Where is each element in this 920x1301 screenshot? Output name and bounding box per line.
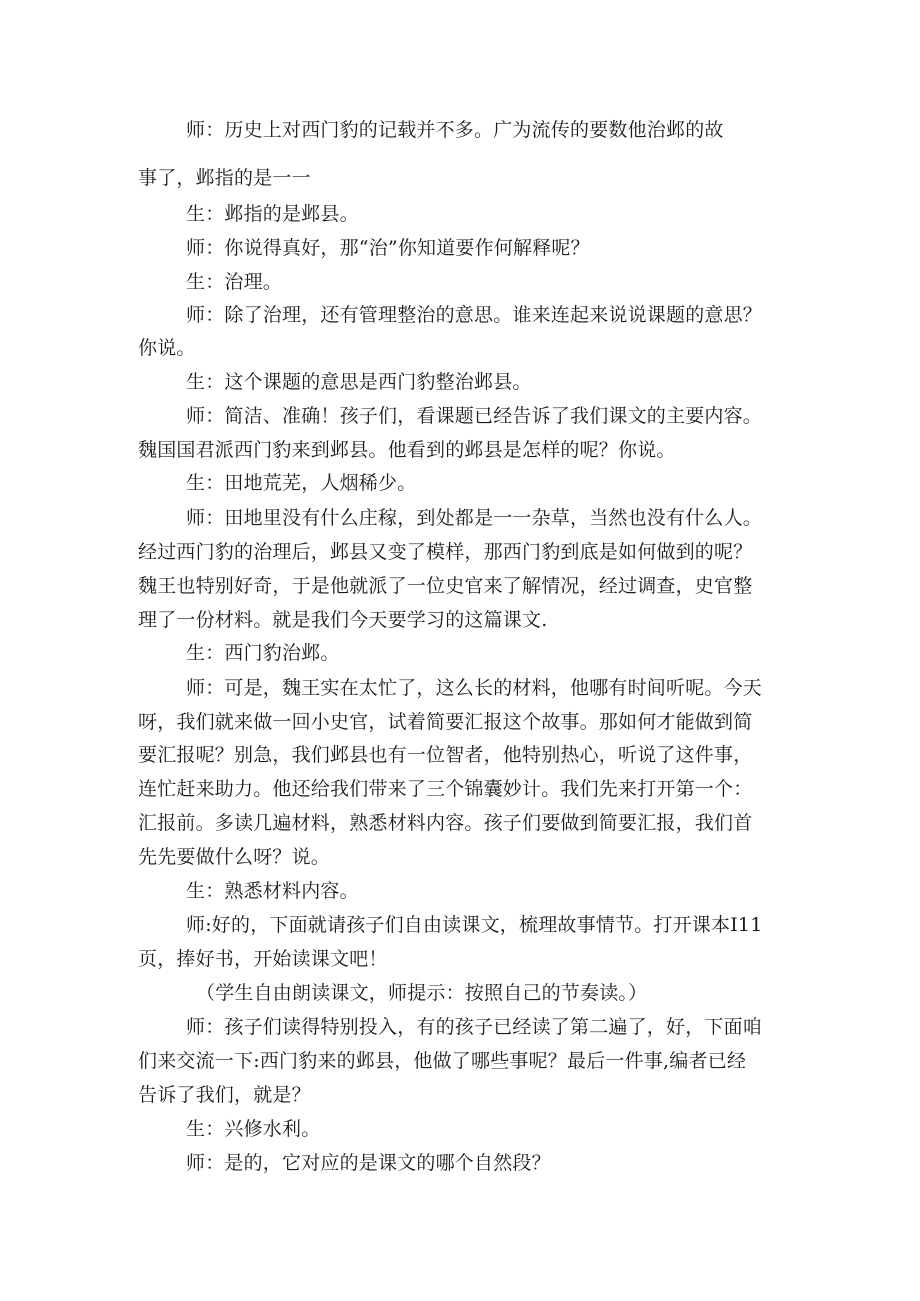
text-line: 师：你说得真好，那“治”你知道要作何解释呢？ — [186, 237, 590, 259]
text-line: 生：熟悉材料内容。 — [186, 880, 359, 902]
text-line: 生：田地荒芜，人烟稀少。 — [186, 472, 417, 494]
text-line: 生：西门豹治邺。 — [186, 642, 340, 664]
text-line: 师：可是，魏王实在太忙了，这么长的材料，他哪有时间听呢。今天 — [186, 677, 763, 699]
text-line: 师：孩子们读得特别投入，有的孩子已经读了第二遍了，好，下面咱 — [186, 1016, 763, 1038]
text-line: 事了，邺指的是一一 — [138, 167, 311, 189]
text-line: 师：历史上对西门豹的记载并不多。广为流传的要数他治邺的故 — [186, 119, 724, 141]
text-line: 你说。 — [138, 337, 196, 359]
text-line: 魏国国君派西门豹来到邺县。他看到的邺县是怎样的呢？你说。 — [138, 439, 676, 461]
text-line: 生：邺指的是邺县。 — [186, 203, 359, 225]
text-line: 生：这个课题的意思是西门豹整治邺县。 — [186, 371, 532, 393]
text-line: 页，捧好书，开始读课文吧！ — [138, 948, 388, 970]
text-line: 先先要做什么呀？说。 — [138, 846, 331, 868]
text-line: 要汇报呢？别急，我们邺县也有一位智者，他特别热心，听说了这件事， — [138, 744, 753, 766]
text-line: 理了一份材料。就是我们今天要学习的这篇课文. — [138, 609, 548, 631]
text-line: 师：田地里没有什么庄稼，到处都是一一杂草，当然也没有什么人。 — [186, 507, 763, 529]
text-line: 生：治理。 — [186, 271, 283, 293]
text-line: 师：简洁、准确！孩子们，看课题已经告诉了我们课文的主要内容。 — [186, 405, 763, 427]
text-line: 告诉了我们，就是？ — [138, 1084, 311, 1106]
text-line: （学生自由朗读课文，师提示：按照自己的节奏读。） — [196, 982, 648, 1004]
text-line: 师：是的，它对应的是课文的哪个自然段？ — [186, 1152, 551, 1174]
text-line: 呀，我们就来做一回小史官，试着简要汇报这个故事。那如何才能做到简 — [138, 711, 753, 733]
text-line: 师:好的，下面就请孩子们自由读课文，梳理故事情节。打开课本I11 — [186, 914, 763, 936]
text-line: 汇报前。多读几遍材料，熟悉材料内容。孩子们要做到简要汇报，我们首 — [138, 812, 753, 834]
text-line: 魏王也特别好奇，于是他就派了一位史官来了解情况，经过调查，史官整 — [138, 575, 753, 597]
text-line: 经过西门豹的治理后，邺县又变了模样，那西门豹到底是如何做到的呢？ — [138, 541, 753, 563]
text-line: 连忙赶来助力。他还给我们带来了三个锦囊妙计。我们先来打开第一个： — [138, 778, 753, 800]
text-line: 生：兴修水利。 — [186, 1118, 321, 1140]
text-line: 们来交流一下:西门豹来的邺县，他做了哪些事呢？最后一件事,编者已经 — [138, 1050, 747, 1072]
text-line: 师：除了治理，还有管理整治的意思。谁来连起来说说课题的意思？ — [186, 304, 763, 326]
